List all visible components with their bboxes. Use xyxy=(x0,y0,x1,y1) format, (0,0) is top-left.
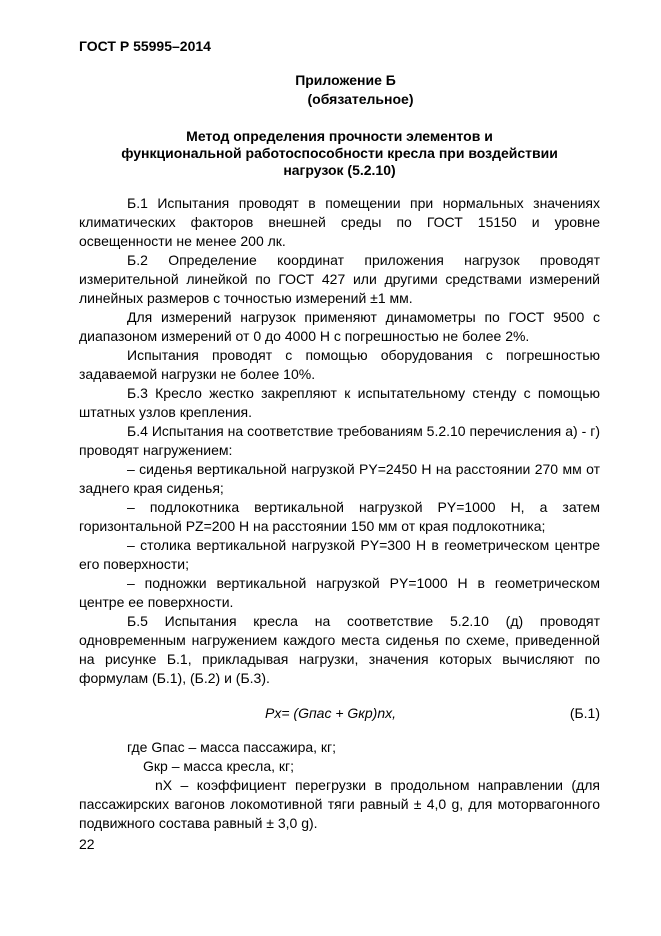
list-item: – подножки вертикальной нагрузкой PY=1000 Н в геометрическом центре ее поверхности. xyxy=(79,575,600,610)
paragraph: Б.3 Кресло жестко закрепляют к испытательному стенду с помощью штатных узлов крепления. xyxy=(79,385,600,420)
appendix-heading xyxy=(0,71,661,109)
paragraph: Б.4 Испытания на соответствие требованиям 5.2.10 перечисления а) - г) проводят нагружением: xyxy=(79,423,600,458)
paragraph: Б.5 Испытания кресла на соответствие 5.2.10 (д) проводят одновременным нагружением каждого места сиденья по схеме, приведенной на рисунке Б.1, прикладывая нагрузки, значения которых вычисляют по формулам (Б.1), (Б.2) и (Б.3). xyxy=(79,613,600,686)
paragraph: Испытания проводят с помощью оборудования с погрешностью задаваемой нагрузки не более 10%. xyxy=(79,347,600,382)
definition: nX – коэффициент перегрузки в продольном направлении (для пассажирских вагонов локомотивной тяги равный ± 4,0 g, для моторвагонного подвижного состава равный ± 3,0 g). xyxy=(79,777,600,831)
document-body xyxy=(79,194,600,833)
definition: где Gпас – масса пассажира, кг; xyxy=(127,739,337,755)
title-line-2: функциональной работоспособности кресла при воздействии xyxy=(121,145,558,161)
section-title xyxy=(79,128,600,179)
formula: Px= (Gпас + Gкр)nx, xyxy=(265,705,397,721)
definitions xyxy=(79,738,600,833)
list-item: – сиденья вертикальной нагрузкой PY=2450 Н на расстоянии 270 мм от заднего края сиденья; xyxy=(79,461,600,496)
paragraph: Для измерений нагрузок применяют динамометры по ГОСТ 9500 с диапазоном измерений от 0 до 4000 Н с погрешностью не более 2%. xyxy=(79,309,600,344)
paragraph: Б.1 Испытания проводят в помещении при нормальных значениях климатических факторов внешней среды по ГОСТ 15150 и уровне освещенности не менее 200 лк. xyxy=(79,195,600,249)
page-number: 22 xyxy=(79,836,95,852)
list-item: – подлокотника вертикальной нагрузкой PY=1000 Н, а затем горизонтальной PZ=200 Н на расстоянии 150 мм от края подлокотника; xyxy=(79,499,600,534)
title-line-3: нагрузок (5.2.10) xyxy=(283,162,396,178)
standard-header: ГОСТ Р 55995–2014 xyxy=(79,38,211,54)
formula-block xyxy=(79,698,600,728)
paragraph: Б.2 Определение координат приложения нагрузок проводят измерительной линейкой по ГОСТ 427 или другими средствами измерений линейных размеров с точностью измерений ±1 мм. xyxy=(79,252,600,306)
appendix-label: Приложение Б xyxy=(295,72,396,88)
list-item: – столика вертикальной нагрузкой PY=300 Н в геометрическом центре его поверхности; xyxy=(79,537,600,572)
title-line-1: Метод определения прочности элементов и xyxy=(186,128,493,144)
definition: Gкр – масса кресла, кг; xyxy=(143,758,295,774)
appendix-status: (обязательное) xyxy=(307,91,414,107)
formula-number: (Б.1) xyxy=(569,705,600,721)
